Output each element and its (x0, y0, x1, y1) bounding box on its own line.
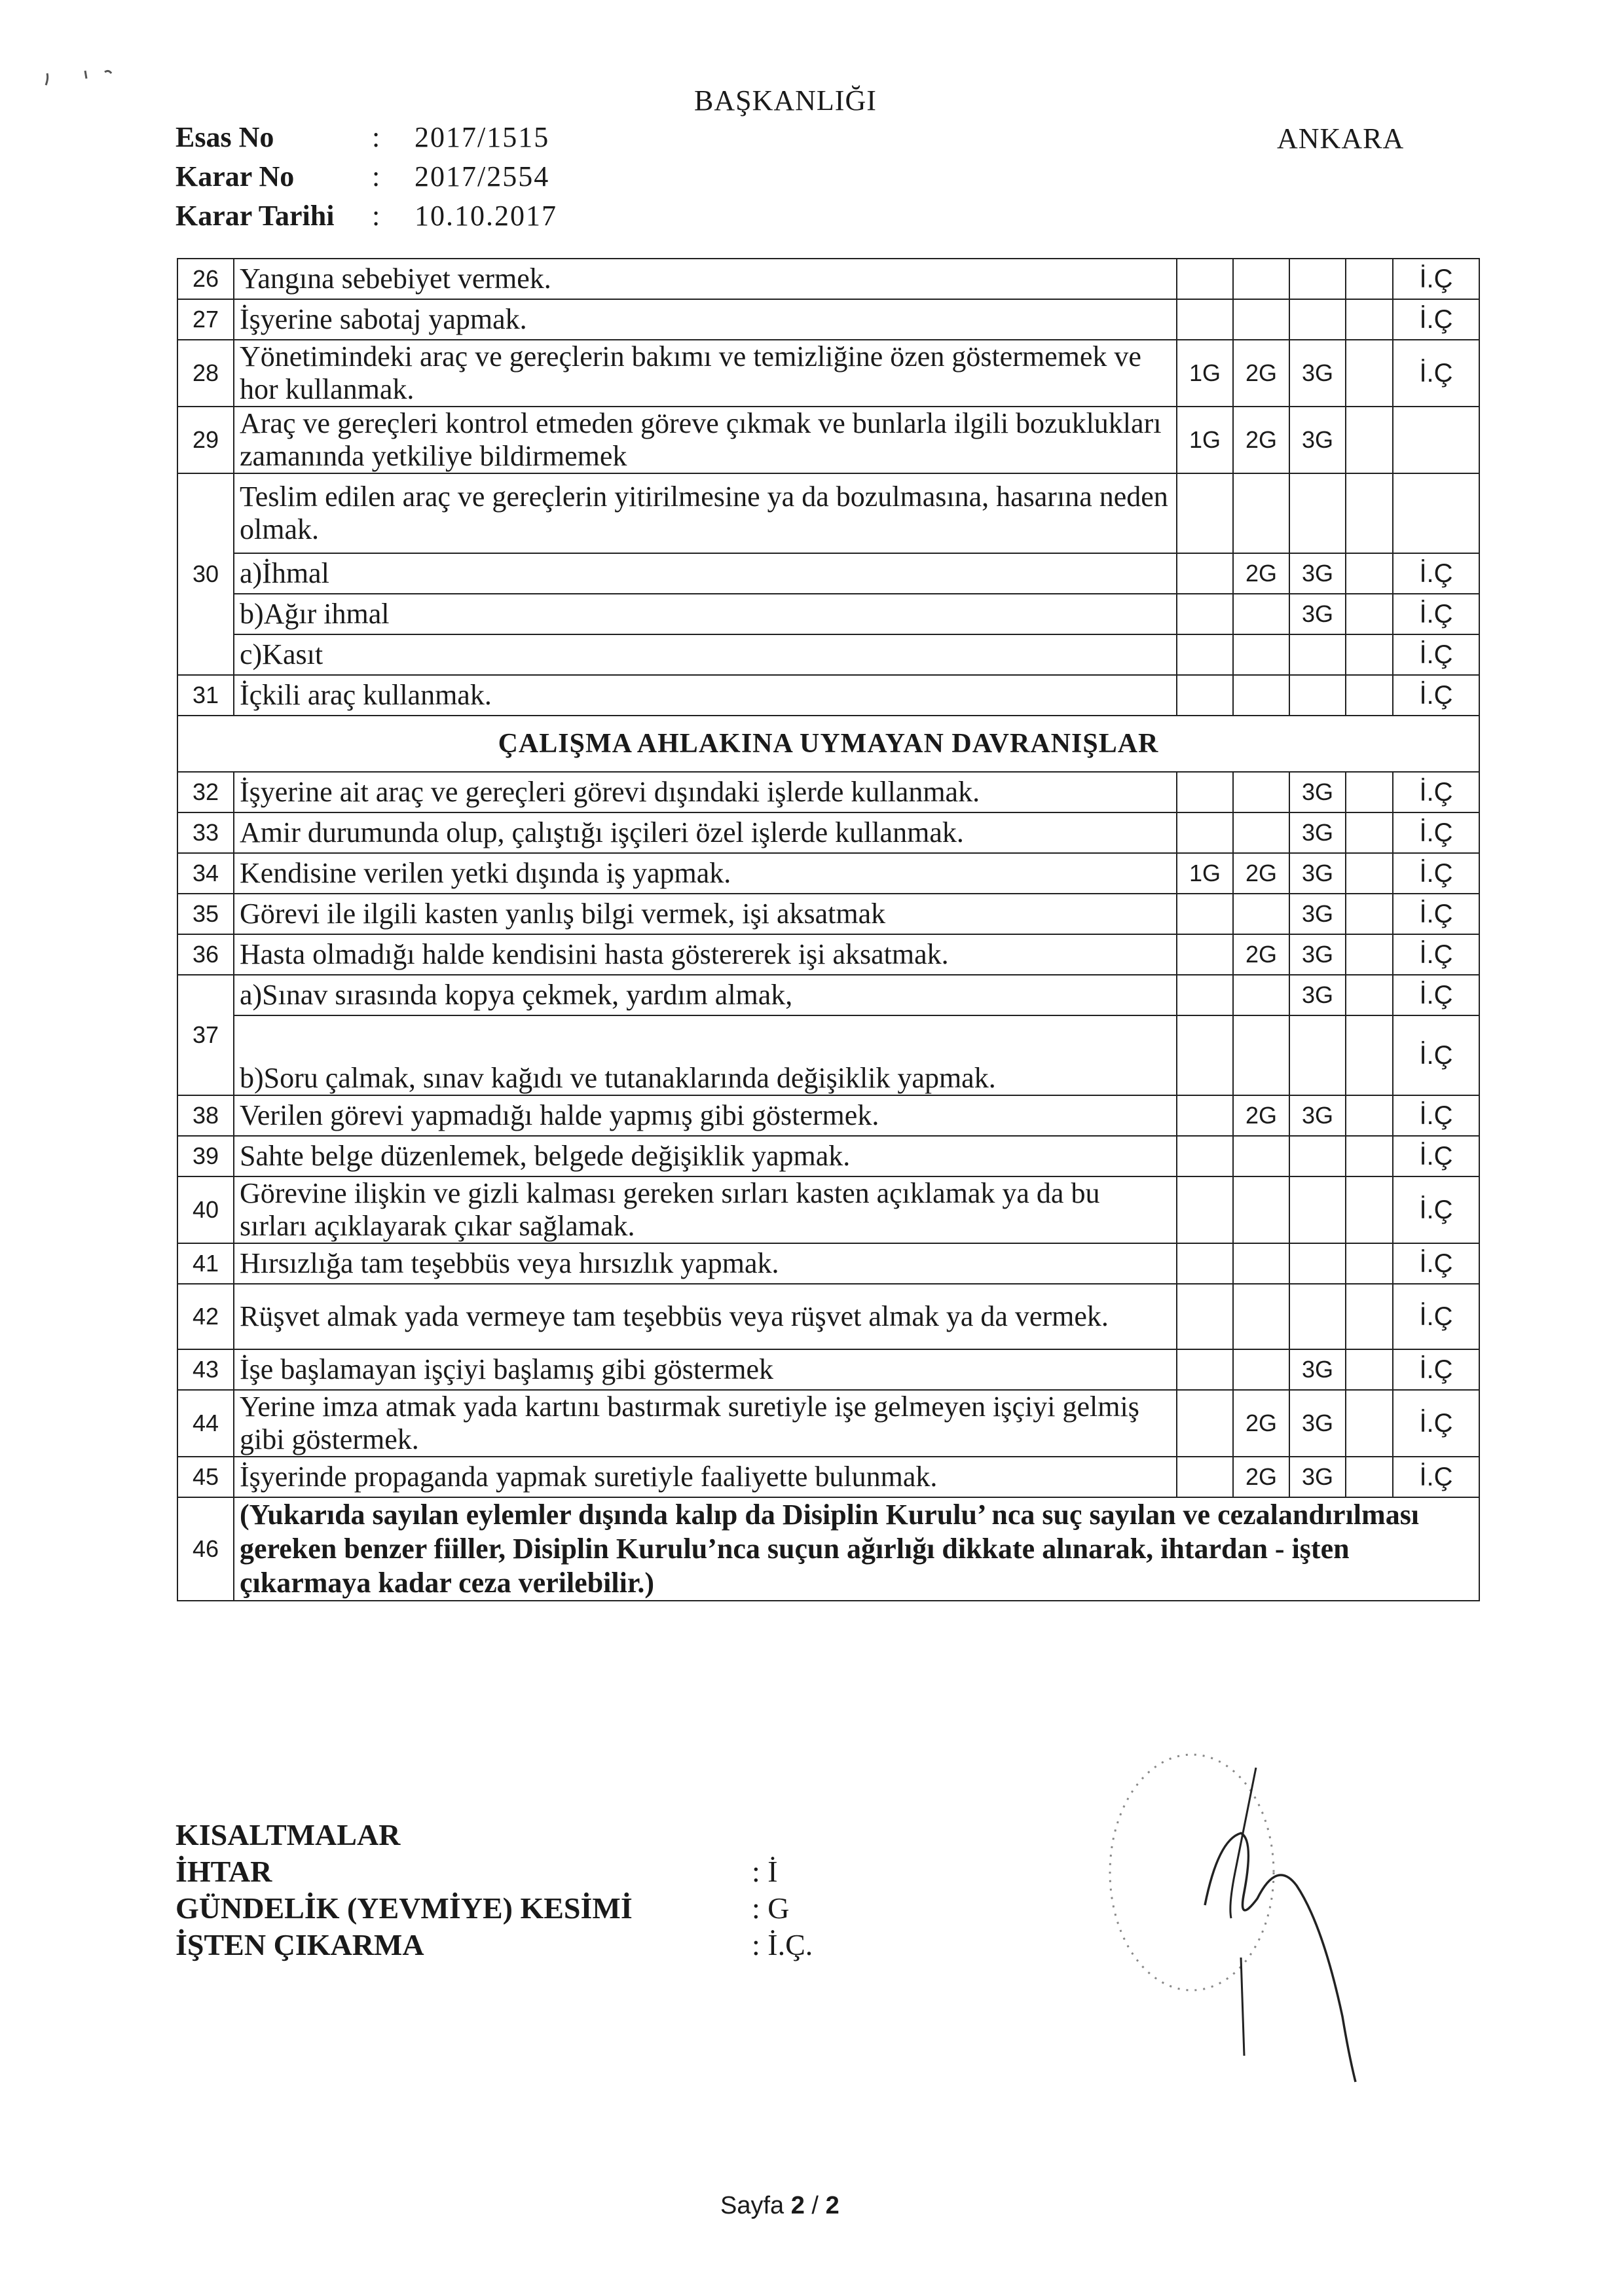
row-number: 45 (177, 1457, 234, 1497)
row-number: 39 (177, 1136, 234, 1176)
row-number: 29 (177, 407, 234, 473)
penalty-dismissal: İ.Ç (1393, 1015, 1479, 1095)
penalty-empty (1346, 772, 1393, 812)
rule-description: Verilen görevi yapmadığı halde yapmış gibi göstermek. (234, 1095, 1177, 1136)
penalty-3g: 3G (1289, 1390, 1346, 1457)
penalty-1g (1177, 1136, 1233, 1176)
table-row (177, 772, 1479, 812)
penalty-1g (1177, 812, 1233, 853)
row-number: 40 (177, 1176, 234, 1243)
penalty-2g (1233, 975, 1289, 1015)
penalty-dismissal: İ.Ç (1393, 1457, 1479, 1497)
penalty-1g (1177, 975, 1233, 1015)
table-row (177, 473, 1479, 553)
penalty-1g (1177, 299, 1233, 340)
meta-row-decision-date (175, 196, 557, 236)
rule-description: a)Sınav sırasında kopya çekmek, yardım almak, (234, 975, 1177, 1015)
rule-description: Sahte belge düzenlemek, belgede değişiklik yapmak. (234, 1136, 1177, 1176)
meta-colon: : (372, 200, 380, 232)
row-number: 30 (177, 473, 234, 675)
penalty-dismissal: İ.Ç (1393, 1243, 1479, 1284)
rule-description: c)Kasıt (234, 634, 1177, 675)
meta-colon: : (372, 121, 380, 153)
abbreviation-value: : İ.Ç. (752, 1928, 813, 1961)
penalty-2g (1233, 1243, 1289, 1284)
page-separator: / (804, 2192, 826, 2219)
penalty-empty (1346, 812, 1393, 853)
abbreviations-title: KISALTMALAR (175, 1818, 401, 1851)
penalty-3g: 3G (1289, 1095, 1346, 1136)
page-label: Sayfa (720, 2192, 784, 2219)
table-row (177, 975, 1479, 1015)
row-number: 46 (177, 1497, 234, 1601)
row-number: 31 (177, 675, 234, 716)
rule-description: Kendisine verilen yetki dışında iş yapmak. (234, 853, 1177, 894)
rule-description: Hırsızlığa tam teşebbüs veya hırsızlık yapmak. (234, 1243, 1177, 1284)
penalty-1g (1177, 1176, 1233, 1243)
penalty-1g (1177, 894, 1233, 934)
table-row (177, 853, 1479, 894)
penalty-3g: 3G (1289, 772, 1346, 812)
penalty-empty (1346, 473, 1393, 553)
penalty-2g (1233, 1176, 1289, 1243)
closing-note: (Yukarıda sayılan eylemler dışında kalıp da Disiplin Kurulu’ nca suç sayılan ve cezalandırılması gereken benzer fiiller, Disiplin Kurulu’nca suçun ağırlığı dikkate alınarak, ihtardan - işten çıkarmaya kadar ceza verilebilir.) (234, 1497, 1479, 1601)
penalty-empty (1346, 675, 1393, 716)
penalty-3g: 3G (1289, 553, 1346, 594)
table-row (177, 1136, 1479, 1176)
rule-description: Görevine ilişkin ve gizli kalması gereken sırları kasten açıklamak ya da bu sırları açıklayarak çıkar sağlamak. (234, 1176, 1177, 1243)
penalty-empty (1346, 894, 1393, 934)
table-row (177, 1457, 1479, 1497)
table-row (177, 1243, 1479, 1284)
penalty-dismissal (1393, 473, 1479, 553)
penalty-dismissal: İ.Ç (1393, 772, 1479, 812)
penalty-empty (1346, 340, 1393, 407)
penalty-2g (1233, 1284, 1289, 1349)
row-number: 42 (177, 1284, 234, 1349)
row-number: 32 (177, 772, 234, 812)
office-title: BAŞKANLIĞI (694, 84, 877, 117)
penalty-3g: 3G (1289, 407, 1346, 473)
section-heading: ÇALIŞMA AHLAKINA UYMAYAN DAVRANIŞLAR (177, 716, 1479, 772)
rule-description: Amir durumunda olup, çalıştığı işçileri özel işlerde kullanmak. (234, 812, 1177, 853)
rule-description: Araç ve gereçleri kontrol etmeden göreve çıkmak ve bunlarla ilgili bozuklukları zamanında yetkiliye bildirmemek (234, 407, 1177, 473)
penalty-2g (1233, 894, 1289, 934)
penalty-2g (1233, 299, 1289, 340)
rule-description: b)Soru çalmak, sınav kağıdı ve tutanaklarında değişiklik yapmak. (234, 1015, 1177, 1095)
rule-description: İçkili araç kullanmak. (234, 675, 1177, 716)
penalty-empty (1346, 407, 1393, 473)
penalty-2g: 2G (1233, 1095, 1289, 1136)
meta-row-case-no (175, 118, 557, 157)
penalty-empty (1346, 299, 1393, 340)
penalty-dismissal: İ.Ç (1393, 1390, 1479, 1457)
abbreviation-value: : İ (752, 1855, 778, 1888)
penalty-3g (1289, 1243, 1346, 1284)
penalty-empty (1346, 853, 1393, 894)
rule-description: Hasta olmadığı halde kendisini hasta göstererek işi aksatmak. (234, 934, 1177, 975)
table-row (177, 634, 1479, 675)
row-number: 28 (177, 340, 234, 407)
row-number: 37 (177, 975, 234, 1095)
penalty-1g (1177, 1243, 1233, 1284)
penalty-empty (1346, 1390, 1393, 1457)
penalty-1g (1177, 594, 1233, 634)
rule-description: İşyerine sabotaj yapmak. (234, 299, 1177, 340)
penalty-empty (1346, 1015, 1393, 1095)
rule-description: Teslim edilen araç ve gereçlerin yitirilmesine ya da bozulmasına, hasarına neden olmak. (234, 473, 1177, 553)
penalty-1g (1177, 1095, 1233, 1136)
rule-description: a)İhmal (234, 553, 1177, 594)
penalty-2g: 2G (1233, 340, 1289, 407)
penalty-2g: 2G (1233, 1457, 1289, 1497)
rule-description: Rüşvet almak yada vermeye tam teşebbüs veya rüşvet almak ya da vermek. (234, 1284, 1177, 1349)
penalty-1g (1177, 553, 1233, 594)
penalty-3g: 3G (1289, 894, 1346, 934)
penalty-dismissal: İ.Ç (1393, 812, 1479, 853)
penalty-empty (1346, 1457, 1393, 1497)
penalty-1g (1177, 259, 1233, 299)
table-row (177, 1095, 1479, 1136)
penalty-2g (1233, 772, 1289, 812)
abbreviation-row (175, 1890, 813, 1927)
penalty-3g: 3G (1289, 1349, 1346, 1390)
rule-description: Yangına sebebiyet vermek. (234, 259, 1177, 299)
table-row (177, 1497, 1479, 1601)
penalty-1g (1177, 772, 1233, 812)
penalty-empty (1346, 1136, 1393, 1176)
abbreviation-row (175, 1927, 813, 1963)
rule-description: İşyerine ait araç ve gereçleri görevi dışındaki işlerde kullanmak. (234, 772, 1177, 812)
row-number: 34 (177, 853, 234, 894)
penalty-dismissal: İ.Ç (1393, 594, 1479, 634)
penalty-2g (1233, 812, 1289, 853)
penalty-1g: 1G (1177, 407, 1233, 473)
penalty-3g: 3G (1289, 853, 1346, 894)
row-number: 26 (177, 259, 234, 299)
abbreviation-label: İŞTEN ÇIKARMA (175, 1928, 424, 1961)
penalty-empty (1346, 259, 1393, 299)
rule-description: Yerine imza atmak yada kartını bastırmak suretiyle işe gelmeyen işçiyi gelmiş gibi göstermek. (234, 1390, 1177, 1457)
page-total: 2 (825, 2192, 840, 2219)
meta-label: Esas No (175, 121, 274, 153)
penalty-dismissal: İ.Ç (1393, 934, 1479, 975)
meta-colon: : (372, 160, 380, 192)
meta-label: Karar Tarihi (175, 200, 335, 232)
penalty-2g (1233, 1015, 1289, 1095)
rule-description: Yönetimindeki araç ve gereçlerin bakımı ve temizliğine özen göstermemek ve hor kullanmak. (234, 340, 1177, 407)
penalty-2g (1233, 1136, 1289, 1176)
penalty-1g (1177, 934, 1233, 975)
penalty-dismissal (1393, 407, 1479, 473)
penalty-2g: 2G (1233, 934, 1289, 975)
penalty-dismissal: İ.Ç (1393, 894, 1479, 934)
row-number: 41 (177, 1243, 234, 1284)
penalty-empty (1346, 553, 1393, 594)
abbreviation-label: İHTAR (175, 1855, 272, 1888)
penalty-empty (1346, 1095, 1393, 1136)
penalty-3g: 3G (1289, 934, 1346, 975)
penalty-3g: 3G (1289, 594, 1346, 634)
penalty-3g: 3G (1289, 812, 1346, 853)
meta-label: Karar No (175, 160, 295, 192)
penalty-3g (1289, 473, 1346, 553)
table-row (177, 407, 1479, 473)
penalty-dismissal: İ.Ç (1393, 975, 1479, 1015)
penalty-1g: 1G (1177, 340, 1233, 407)
page-current: 2 (790, 2192, 805, 2219)
table-row (177, 1176, 1479, 1243)
table-row (177, 594, 1479, 634)
penalty-3g (1289, 1176, 1346, 1243)
penalty-empty (1346, 1176, 1393, 1243)
penalty-empty (1346, 1243, 1393, 1284)
table-row (177, 340, 1479, 407)
penalty-dismissal: İ.Ç (1393, 1349, 1479, 1390)
penalty-1g (1177, 473, 1233, 553)
penalty-1g (1177, 1457, 1233, 1497)
rule-description: İşe başlamayan işçiyi başlamış gibi göstermek (234, 1349, 1177, 1390)
meta-value: 2017/2554 (415, 160, 550, 192)
table-row (177, 1390, 1479, 1457)
penalty-empty (1346, 1284, 1393, 1349)
penalty-dismissal: İ.Ç (1393, 1095, 1479, 1136)
table-row (177, 716, 1479, 772)
penalty-dismissal: İ.Ç (1393, 299, 1479, 340)
case-meta (175, 118, 557, 236)
penalty-3g (1289, 1284, 1346, 1349)
table-row (177, 259, 1479, 299)
row-number: 43 (177, 1349, 234, 1390)
penalty-dismissal: İ.Ç (1393, 675, 1479, 716)
penalty-2g: 2G (1233, 1390, 1289, 1457)
page-number (720, 2192, 840, 2220)
penalty-1g (1177, 1284, 1233, 1349)
penalty-empty (1346, 1349, 1393, 1390)
rule-description: İşyerinde propaganda yapmak suretiyle faaliyette bulunmak. (234, 1457, 1177, 1497)
penalty-3g (1289, 1015, 1346, 1095)
penalty-3g: 3G (1289, 975, 1346, 1015)
penalty-empty (1346, 975, 1393, 1015)
row-number: 44 (177, 1390, 234, 1457)
penalty-3g (1289, 675, 1346, 716)
penalty-2g (1233, 1349, 1289, 1390)
penalty-dismissal: İ.Ç (1393, 553, 1479, 594)
penalty-2g (1233, 259, 1289, 299)
row-number: 35 (177, 894, 234, 934)
penalty-2g: 2G (1233, 853, 1289, 894)
table-row (177, 1015, 1479, 1095)
penalty-2g (1233, 675, 1289, 716)
penalty-3g (1289, 259, 1346, 299)
table-row (177, 1349, 1479, 1390)
penalty-empty (1346, 594, 1393, 634)
abbreviation-label: GÜNDELİK (YEVMİYE) KESİMİ (175, 1891, 633, 1925)
city-name: ANKARA (1277, 122, 1405, 155)
penalty-dismissal: İ.Ç (1393, 634, 1479, 675)
penalty-2g: 2G (1233, 553, 1289, 594)
penalty-empty (1346, 934, 1393, 975)
penalty-dismissal: İ.Ç (1393, 1136, 1479, 1176)
penalty-dismissal: İ.Ç (1393, 853, 1479, 894)
table-row (177, 812, 1479, 853)
disciplinary-table (177, 258, 1480, 1601)
table-row (177, 934, 1479, 975)
penalty-3g: 3G (1289, 1457, 1346, 1497)
row-number: 27 (177, 299, 234, 340)
penalty-dismissal: İ.Ç (1393, 1176, 1479, 1243)
penalty-3g (1289, 634, 1346, 675)
penalty-2g (1233, 594, 1289, 634)
penalty-2g (1233, 473, 1289, 553)
penalty-1g (1177, 675, 1233, 716)
abbreviation-row (175, 1853, 813, 1890)
meta-value: 10.10.2017 (415, 200, 557, 232)
rule-description: b)Ağır ihmal (234, 594, 1177, 634)
meta-row-decision-no (175, 157, 557, 196)
table-row (177, 299, 1479, 340)
penalty-2g (1233, 634, 1289, 675)
meta-value: 2017/1515 (415, 121, 550, 153)
penalty-3g (1289, 299, 1346, 340)
penalty-3g (1289, 1136, 1346, 1176)
penalty-3g: 3G (1289, 340, 1346, 407)
penalty-1g: 1G (1177, 853, 1233, 894)
table-row (177, 675, 1479, 716)
rule-description: Görevi ile ilgili kasten yanlış bilgi vermek, işi aksatmak (234, 894, 1177, 934)
penalty-1g (1177, 1390, 1233, 1457)
abbreviations (175, 1817, 813, 1963)
table-body (177, 259, 1479, 1601)
penalty-dismissal: İ.Ç (1393, 259, 1479, 299)
table-row (177, 553, 1479, 594)
scan-mark-icon (39, 59, 118, 98)
row-number: 38 (177, 1095, 234, 1136)
signature-stamp-icon (1107, 1741, 1421, 2108)
penalty-empty (1346, 634, 1393, 675)
table-row (177, 894, 1479, 934)
table-row (177, 1284, 1479, 1349)
penalty-1g (1177, 634, 1233, 675)
penalty-1g (1177, 1349, 1233, 1390)
abbreviation-value: : G (752, 1891, 790, 1925)
row-number: 33 (177, 812, 234, 853)
penalty-2g: 2G (1233, 407, 1289, 473)
row-number: 36 (177, 934, 234, 975)
penalty-1g (1177, 1015, 1233, 1095)
penalty-dismissal: İ.Ç (1393, 340, 1479, 407)
penalty-dismissal: İ.Ç (1393, 1284, 1479, 1349)
